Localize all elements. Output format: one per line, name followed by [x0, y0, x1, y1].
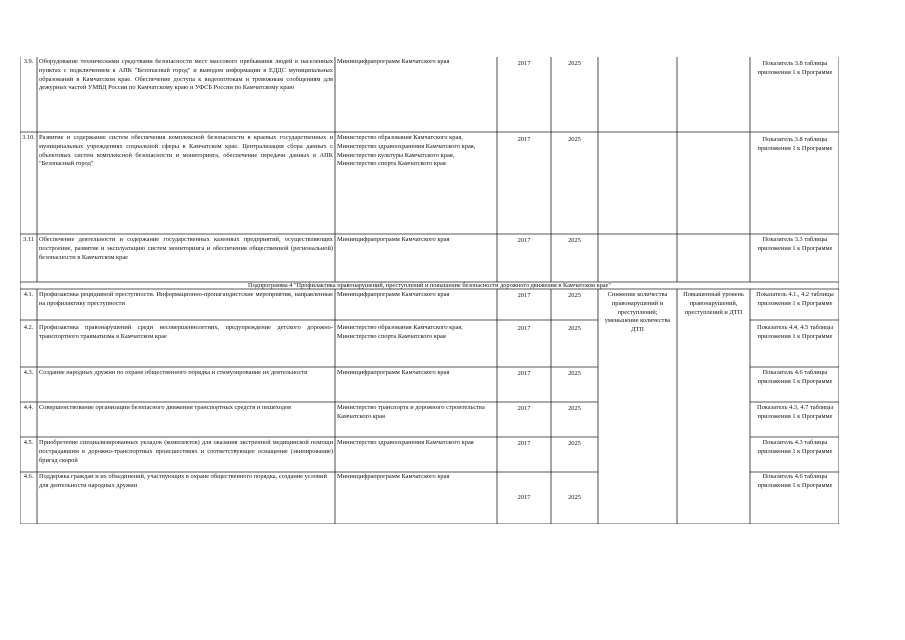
expected-result: Снижение количества правонарушений и преступлений; уменьшение количества ДТП: [604, 291, 671, 334]
executor: Министерство образования Камчатского края, Министерство спорта Камчатского края: [337, 324, 463, 340]
indicator: Показатель 4.1., 4.2 таблицы приложения 1 к Программе: [756, 291, 834, 307]
end-year: 2025: [568, 292, 581, 299]
executor: Мининцифрапрограмм Камчатского края: [337, 473, 450, 480]
start-year: 2017: [517, 60, 531, 67]
executor: Министерство образования Камчатского края, Министерство здравоохранения Камчатского края, Министерство культуры Камчатского края, Министерство спорта Камчатского края: [337, 134, 476, 168]
executor: Министерство транспорта и дорожного строительства Камчатского края: [337, 404, 485, 420]
measure-name: Совершенствование организации безопасного движения транспортных средств и пешеходов: [39, 404, 292, 411]
measure-name: Приобретение специализированных укладок (комплектов) для оказания экстренной медицинской помощи пострадавшим в дорожно-транспортных происшествиях и соответствующее оснащение (экипирование) бригад скорой: [39, 439, 333, 464]
row-number: 3.9.: [23, 58, 34, 65]
start-year: 2017: [517, 440, 531, 447]
measure-name: Профилактика правонарушений среди несовершеннолетних, предупреждение детского дорожно-транспортного травматизма в Камчатском крае: [39, 324, 333, 340]
row-number: 4.6.: [23, 473, 34, 480]
measure-name: Создание народных дружин по охране общественного порядка и стимулирование их деятельности: [39, 369, 308, 376]
end-year: 2025: [568, 237, 581, 244]
measure-name: Профилактика рецидивной преступности. Информационно-пропагандистские мероприятия, направленные на профилактику преступности: [39, 291, 333, 307]
indicator: Показатель 4.6 таблицы приложения 1 к Программе: [757, 369, 833, 385]
start-year: 2017: [517, 405, 531, 412]
executor: Мининцифрапрограмм Камчатского края: [337, 58, 450, 65]
row-number: 4.1.: [23, 291, 34, 298]
start-year: 2017: [517, 136, 531, 143]
measure-name: Развитие и содержание систем обеспечения комплексной безопасности в краевых государственных и муниципальных учреждениях социальной сферы в Камчатском крае. Централизация сбора данных с объектовых систем комплексной безопасности и мониторинга, обеспечение передачи данных в АПК "Безопасный город": [39, 134, 333, 168]
row-number: 4.5.: [23, 439, 34, 446]
start-year: 2017: [517, 325, 531, 332]
indicator: Показатель 3.3 таблицы приложения 1 к Программе: [757, 236, 833, 252]
executor: Мининцифрапрограмм Камчатского края: [337, 369, 450, 376]
measure-name: Поддержка граждан и их объединений, участвующих в охране общественного порядка, создание условий для деятельности народных дружин: [39, 473, 327, 489]
start-year: 2017: [517, 292, 531, 299]
indicator: Показатель 4.3 таблицы приложения 1 к Программе: [757, 439, 833, 455]
start-year: 2017: [517, 237, 531, 244]
indicator: Показатель 4.3, 4.7 таблицы приложения 1 к Программе: [756, 404, 834, 420]
end-year: 2025: [568, 440, 581, 447]
non-implementation-consequence: Повышенный уровень правонарушений, преступлений и ДТП: [683, 291, 744, 316]
executor: Министерство здравоохранения Камчатского края: [337, 439, 474, 446]
measures-table: [20, 57, 839, 524]
end-year: 2025: [568, 405, 581, 412]
subprogram-caption: Подпрограмма 4 "Профилактика правонарушений, преступлений и повышение безопасности дорожного движения в Камчатском крае": [248, 282, 611, 289]
row-number: 4.3.: [23, 369, 34, 376]
indicator: Показатель 3.8 таблицы приложения 1 к Программе: [757, 136, 833, 152]
indicator: Показатель 3.8 таблицы приложения 1 к Программе: [757, 60, 833, 76]
row-number: 3.10.: [22, 134, 35, 141]
row-number: 4.4.: [23, 404, 34, 411]
indicator: Показатель 4.4, 4.5 таблицы приложения 1 к Программе: [756, 324, 834, 340]
start-year: 2017: [517, 494, 531, 501]
end-year: 2025: [568, 370, 581, 377]
row-number: 4.2.: [23, 324, 34, 331]
end-year: 2025: [568, 494, 581, 501]
measure-name: Оборудование техническими средствами безопасности мест массового пребывания людей в населенных пунктах с подключением к АПК "Безопасный город" и выводом информации в ЕДДС муниципальных образований в Камчатском крае. Обеспечение доступа к видеопотокам и тревожным сообщениям для дежурных частей УМВД России по Камчатскому краю и УФСБ России по Камчатскому краю: [39, 58, 333, 92]
end-year: 2025: [568, 60, 581, 67]
executor: Мининцифрапрограмм Камчатского края: [337, 236, 450, 243]
row-number: 3.11: [23, 236, 34, 243]
indicator: Показатель 4.6 таблицы приложения 1 к Программе: [757, 473, 833, 489]
end-year: 2025: [568, 136, 581, 143]
start-year: 2017: [517, 370, 531, 377]
measure-name: Обеспечение деятельности и содержание государственных казенных предприятий, осуществляющих построение, развитие и эксплуатацию систем мониторинга и обеспечения общественной (региональной) безопасности в Камчатском крае: [39, 236, 333, 261]
executor: Мининцифрапрограмм Камчатского края: [337, 291, 450, 298]
end-year: 2025: [568, 325, 581, 332]
